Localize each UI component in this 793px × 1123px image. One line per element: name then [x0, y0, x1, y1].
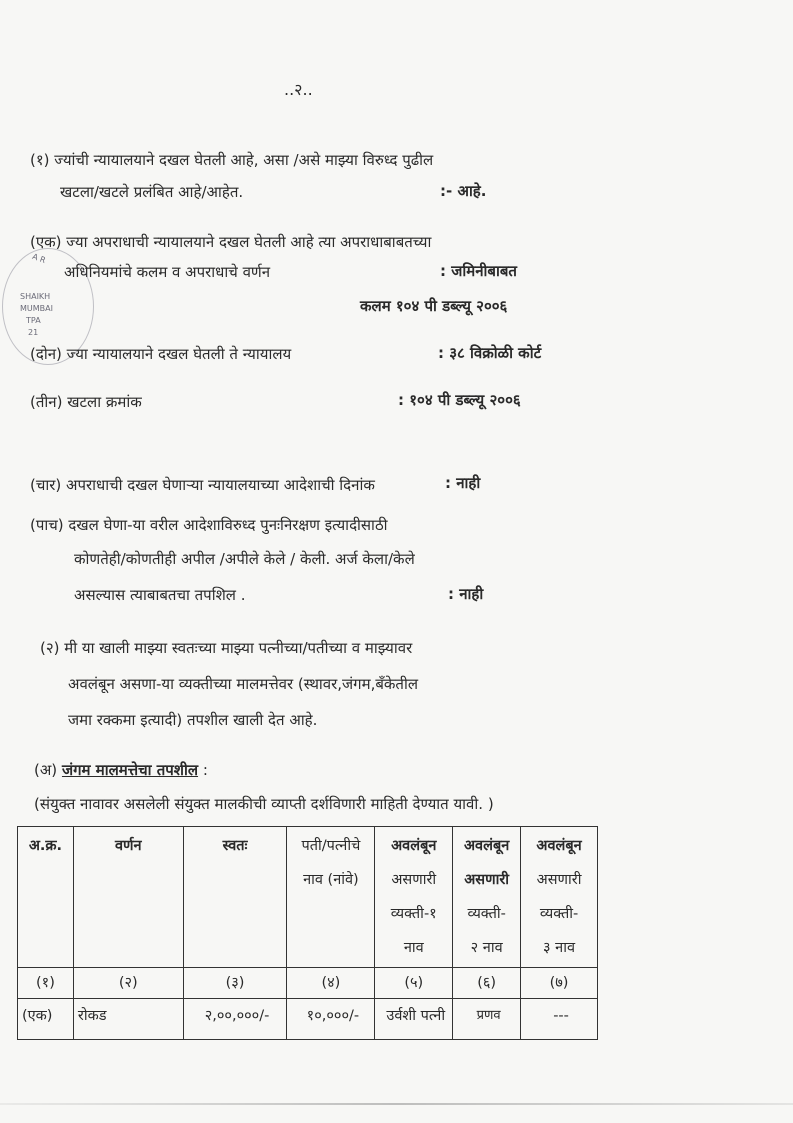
item2-line3: जमा रक्कमा इत्यादी) तपशील खाली देत आहे. — [68, 711, 318, 729]
sub-ek-line2: अधिनियमांचे कलम व अपराधाचे वर्णन — [64, 263, 271, 281]
col-number: (३) — [183, 968, 287, 999]
sub-char-answer: : नाही — [445, 474, 481, 492]
sub-ek-line1: (एक) ज्या अपराधाची न्यायालयाने दखल घेतली आहे त्या अपराधाबाबतच्या — [30, 233, 432, 251]
sub-ek-answer1: : जमिनीबाबत — [440, 262, 517, 280]
table-number-row — [18, 968, 598, 999]
header-dependent-3: अवलंबून असणारी व्यक्ती- ३ नाव — [521, 827, 598, 968]
sub-ek-answer2: कलम १०४ पी डब्ल्यू २००६ — [360, 297, 508, 315]
movable-assets-table — [17, 826, 598, 1040]
page-number: ..२.. — [284, 80, 313, 99]
header-dependent-1: अवलंबून असणारी व्यक्ती-१ नाव — [375, 827, 453, 968]
sub-pach-line2: कोणतेही/कोणतीही अपील /अपीले केले / केली. अर्ज केला/केले — [74, 550, 415, 568]
header-self: स्वतः — [183, 827, 287, 968]
sub-char-line1: (चार) अपराधाची दखल घेणाऱ्या न्यायालयाच्या आदेशाची दिनांक — [30, 476, 375, 494]
table-row — [18, 999, 598, 1040]
section-a-note: (संयुक्त नावावर असलेली संयुक्त मालकीची व्याप्ती दर्शविणारी माहिती देण्यात यावी. ) — [34, 795, 494, 813]
item2-line2: अवलंबून असणा-या व्यक्तीच्या मालमत्तेवर (स्थावर,जंगम,बँकेतील — [68, 675, 419, 693]
item1-answer: :- आहे. — [440, 182, 487, 200]
sub-don-answer: : ३८ विक्रोळी कोर्ट — [438, 344, 542, 362]
section-a-prefix: (अ) — [34, 761, 58, 779]
cell-dependent-1: उर्वशी पत्नी — [375, 999, 453, 1040]
col-number: (४) — [287, 968, 375, 999]
header-spouse: पती/पत्नीचे नाव (नांवे) — [287, 827, 375, 968]
item1-line2: खटला/खटले प्रलंबित आहे/आहेत. — [60, 183, 244, 201]
sub-teen-answer: : १०४ पी डब्ल्यू २००६ — [398, 391, 521, 409]
cell-description: रोकड — [73, 999, 183, 1040]
sub-pach-answer: : नाही — [448, 585, 484, 603]
col-number: (१) — [18, 968, 74, 999]
table-header-row — [18, 827, 598, 968]
item2-line1: (२) मी या खाली माझ्या स्वतःच्या माझ्या पत्नीच्या/पतीच्या व माझ्यावर — [40, 639, 413, 657]
col-number: (६) — [453, 968, 521, 999]
col-number: (७) — [521, 968, 598, 999]
header-serial: अ.क्र. — [18, 827, 74, 968]
sub-don-line1: (दोन) ज्या न्यायालयाने दखल घेतली ते न्यायालय — [30, 345, 292, 363]
cell-serial: (एक) — [18, 999, 74, 1040]
col-number: (५) — [375, 968, 453, 999]
item1-line1: (१) ज्यांची न्यायालयाने दखल घेतली आहे, असा /असे माझ्या विरुध्द पुढील — [30, 151, 434, 169]
scan-artifact-line — [0, 1103, 793, 1105]
section-a-colon: : — [202, 761, 208, 779]
header-dependent-2: अवलंबून असणारी व्यक्ती- २ नाव — [453, 827, 521, 968]
section-a-title: जंगम मालमत्तेचा तपशील — [61, 761, 199, 779]
cell-dependent-2: प्रणव — [453, 999, 521, 1040]
cell-spouse: १०,०००/- — [287, 999, 375, 1040]
seal-stamp: A R SHAIKH MUMBAI TPA 21 — [2, 248, 94, 368]
cell-dependent-3: --- — [521, 999, 598, 1040]
sub-pach-line3: असल्यास त्याबाबतचा तपशिल . — [74, 586, 246, 604]
sub-teen-line1: (तीन) खटला क्रमांक — [30, 393, 142, 411]
sub-pach-line1: (पाच) दखल घेणा-या वरील आदेशाविरुध्द पुनःनिरक्षण इत्यादीसाठी — [30, 516, 388, 534]
section-a-heading — [34, 760, 208, 780]
cell-self: २,००,०००/- — [183, 999, 287, 1040]
col-number: (२) — [73, 968, 183, 999]
header-description: वर्णन — [73, 827, 183, 968]
